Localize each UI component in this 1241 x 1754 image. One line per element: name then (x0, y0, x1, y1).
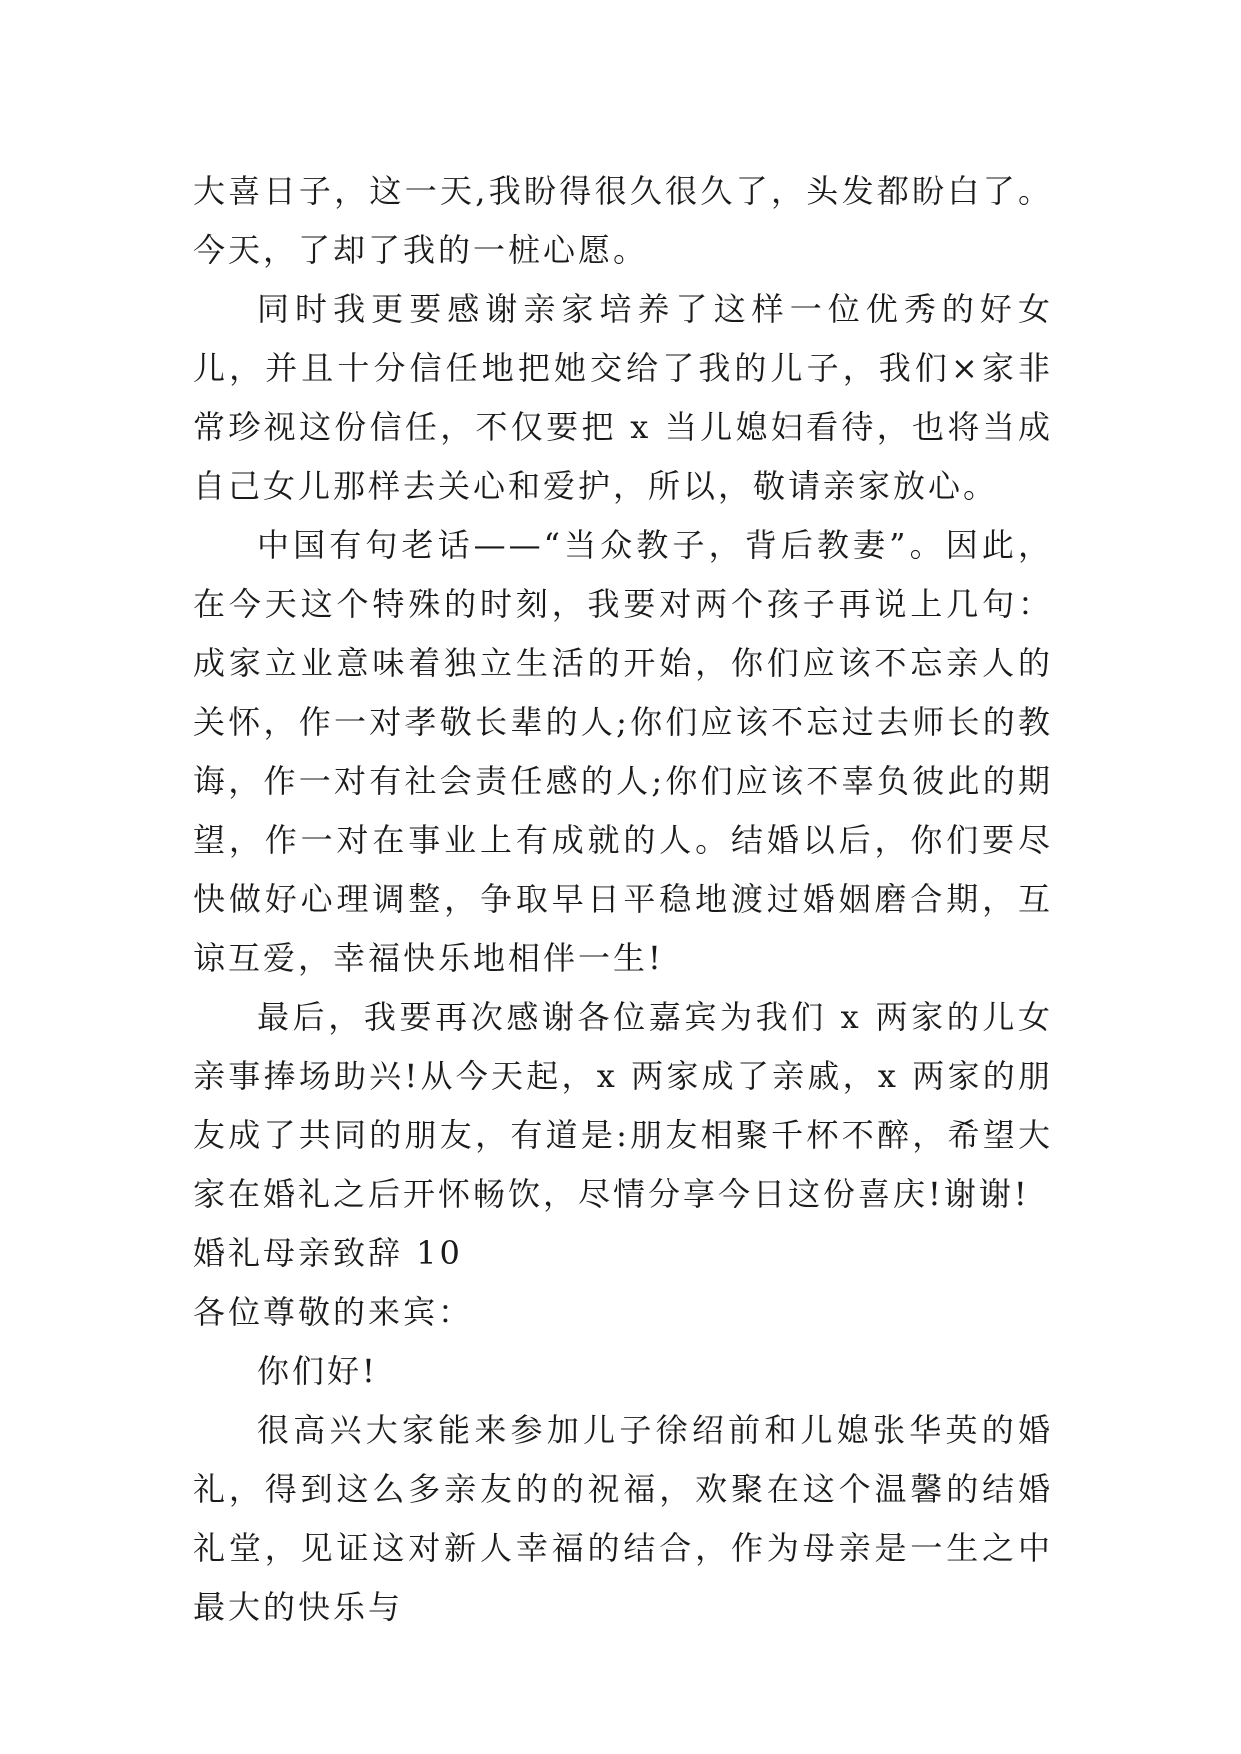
paragraph-2: 同时我更要感谢亲家培养了这样一位优秀的好女儿，并且十分信任地把她交给了我的儿子，我们×家非常珍视这份信任，不仅要把 x 当儿媳妇看待，也将当成自己女儿那样去关心和爱护，所以，敬请亲家放心。 (193, 290, 1053, 505)
document-body (193, 162, 1053, 1637)
paragraph-3: 中国有句老话——“当众教子，背后教妻”。因此，在今天这个特殊的时刻，我要对两个孩子再说上几句：成家立业意味着独立生活的开始，你们应该不忘亲人的关怀，作一对孝敬长辈的人;你们应该不忘过去师长的教诲，作一对有社会责任感的人;你们应该不辜负彼此的期望，作一对在事业上有成就的人。结婚以后，你们要尽快做好心理调整，争取早日平稳地渡过婚姻磨合期，互谅互爱，幸福快乐地相伴一生! (193, 526, 1053, 977)
paragraph-1: 大喜日子，这一天,我盼得很久很久了，头发都盼白了。今天，了却了我的一桩心愿。 (193, 172, 1053, 269)
section-title: 婚礼母亲致辞 10 (193, 1234, 463, 1272)
paragraph-4: 最后，我要再次感谢各位嘉宾为我们 x 两家的儿女亲事捧场助兴!从今天起，x 两家成了亲戚，x 两家的朋友成了共同的朋友，有道是:朋友相聚千杯不醉，希望大家在婚礼之后开怀畅饮，尽情分享今日这份喜庆!谢谢! (193, 998, 1053, 1213)
paragraph-final: 很高兴大家能来参加儿子徐绍前和儿媳张华英的婚礼，得到这么多亲友的的祝福，欢聚在这个温馨的结婚礼堂，见证这对新人幸福的结合，作为母亲是一生之中最大的快乐与 (193, 1411, 1053, 1626)
salutation: 各位尊敬的来宾： (193, 1293, 474, 1331)
greeting: 你们好! (257, 1352, 378, 1390)
